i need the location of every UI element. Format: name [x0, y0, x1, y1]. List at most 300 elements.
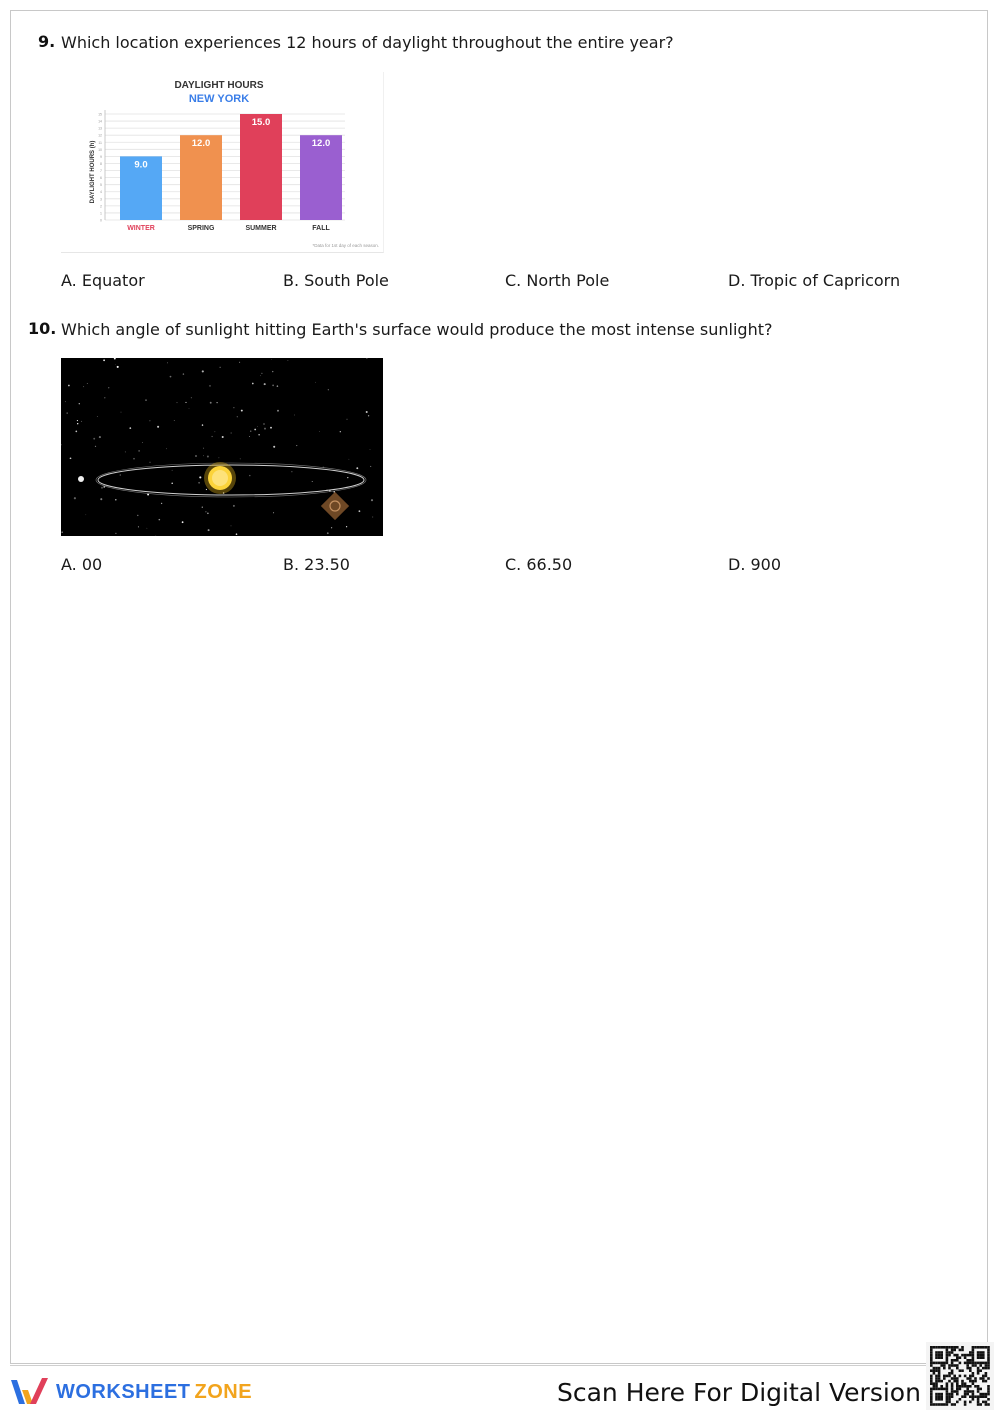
qr-module [951, 1390, 954, 1393]
qr-module [956, 1382, 959, 1385]
qr-module [956, 1377, 959, 1380]
qr-module [972, 1372, 975, 1375]
qr-module [987, 1403, 990, 1406]
qr-module [969, 1385, 972, 1388]
qr-module [961, 1395, 964, 1398]
star-dot [263, 423, 264, 424]
star-dot [372, 517, 373, 518]
qr-module [969, 1359, 972, 1362]
brand-word-zone: ZONE [194, 1380, 253, 1403]
qr-module [987, 1356, 990, 1359]
chart-y-tick-label: 2 [100, 204, 102, 209]
qr-module [977, 1369, 980, 1372]
qr-module [953, 1349, 956, 1352]
qr-module [951, 1385, 954, 1388]
star-dot [198, 482, 200, 484]
qr-module [966, 1354, 969, 1357]
qr-module [979, 1351, 982, 1354]
qr-module [948, 1372, 951, 1375]
star-dot [97, 416, 98, 417]
star-dot [346, 526, 347, 527]
star-dot [220, 367, 221, 368]
qr-module [935, 1385, 938, 1388]
qr-module [979, 1388, 982, 1391]
qr-module [930, 1369, 933, 1372]
star-dot [77, 420, 78, 421]
qr-module [938, 1372, 941, 1375]
qr-module [938, 1377, 941, 1380]
chart-y-tick-label: 3 [100, 197, 102, 202]
star-dot [356, 467, 358, 469]
qr-module [977, 1372, 980, 1375]
qr-module [979, 1364, 982, 1367]
qr-module [974, 1380, 977, 1383]
chart-bars [120, 114, 342, 232]
qr-module [948, 1346, 951, 1349]
qr-module [972, 1393, 975, 1396]
qr-module [987, 1367, 990, 1370]
star-dot [138, 526, 139, 527]
star-dot [366, 358, 367, 359]
star-dot [208, 529, 210, 531]
chart-y-tick-label: 14 [98, 119, 102, 124]
qr-module [951, 1369, 954, 1372]
star-dot [145, 399, 147, 401]
qr-module [940, 1351, 943, 1354]
qr-module [946, 1403, 949, 1406]
star-dot [70, 457, 72, 459]
question-9-option-c[interactable]: C. North Pole [505, 271, 610, 290]
star-dot [85, 514, 86, 515]
footer-divider [10, 1365, 988, 1366]
star-dot [170, 376, 172, 378]
star-dot [296, 445, 297, 446]
qr-module [977, 1398, 980, 1401]
qr-module [956, 1354, 959, 1357]
star-dot [294, 415, 295, 416]
qr-module [935, 1377, 938, 1380]
qr-module [940, 1356, 943, 1359]
star-dot [241, 410, 243, 412]
qr-module [977, 1346, 980, 1349]
star-dot [347, 419, 348, 420]
qr-module [935, 1356, 938, 1359]
qr-module [977, 1367, 980, 1370]
qr-module [946, 1362, 949, 1365]
star-dot [216, 402, 217, 403]
qr-module [935, 1395, 938, 1398]
qr-module [974, 1364, 977, 1367]
qr-module [935, 1367, 938, 1370]
qr-module [953, 1354, 956, 1357]
star-dot [117, 366, 119, 368]
qr-module [938, 1403, 941, 1406]
star-dot [167, 363, 168, 364]
star-dot [189, 408, 190, 409]
qr-module [940, 1354, 943, 1357]
star-dot [172, 470, 173, 471]
qr-module [956, 1401, 959, 1404]
chart-y-tick-label: 11 [98, 140, 102, 145]
star-dot [260, 375, 261, 376]
qr-module [943, 1377, 946, 1380]
star-dot [79, 403, 80, 404]
chart-y-tick-label: 5 [100, 183, 102, 188]
qr-module [946, 1388, 949, 1391]
qr-module [961, 1354, 964, 1357]
qr-module [930, 1359, 933, 1362]
qr-module [985, 1380, 988, 1383]
star-dot [100, 498, 102, 500]
qr-module [940, 1380, 943, 1383]
star-dot [370, 449, 371, 450]
qr-module [969, 1367, 972, 1370]
qr-code-icon [926, 1342, 994, 1410]
qr-module [956, 1359, 959, 1362]
qr-module [974, 1346, 977, 1349]
qr-module [972, 1375, 975, 1378]
qr-module [956, 1346, 959, 1349]
qr-module [935, 1382, 938, 1385]
qr-module [948, 1395, 951, 1398]
star-dot [115, 499, 117, 501]
star-dot [99, 436, 101, 438]
qr-module [953, 1380, 956, 1383]
qr-module [951, 1359, 954, 1362]
qr-module [985, 1375, 988, 1378]
star-dot [270, 427, 272, 429]
qr-module [930, 1395, 933, 1398]
qr-module [982, 1356, 985, 1359]
chart-y-tick-label: 13 [98, 126, 102, 131]
chart-bar-summer [240, 114, 282, 220]
star-dot [191, 397, 192, 398]
qr-module [938, 1369, 941, 1372]
qr-module [987, 1349, 990, 1352]
qr-module [938, 1375, 941, 1378]
qr-module [951, 1351, 954, 1354]
qr-module [964, 1354, 967, 1357]
qr-module [940, 1403, 943, 1406]
qr-module [946, 1385, 949, 1388]
star-dot [288, 360, 289, 361]
qr-module [969, 1369, 972, 1372]
question-10-option-c[interactable]: C. 66.50 [505, 555, 573, 574]
qr-module [959, 1375, 962, 1378]
qr-module [959, 1369, 962, 1372]
qr-module [977, 1388, 980, 1391]
qr-module [933, 1367, 936, 1370]
star-dot [347, 477, 348, 478]
qr-module [948, 1375, 951, 1378]
qr-module [935, 1388, 938, 1391]
star-dot [272, 385, 274, 387]
star-dot [171, 483, 173, 485]
qr-module [946, 1390, 949, 1393]
question-9-option-b[interactable]: B. South Pole [283, 271, 389, 290]
star-dot [239, 362, 240, 363]
star-dot [199, 476, 201, 478]
qr-module [985, 1346, 988, 1349]
qr-module [938, 1393, 941, 1396]
qr-module [930, 1390, 933, 1393]
qr-module [948, 1354, 951, 1357]
qr-module [946, 1349, 949, 1352]
qr-module [982, 1377, 985, 1380]
star-dot [121, 412, 122, 413]
qr-module [933, 1388, 936, 1391]
star-dot [312, 481, 313, 482]
qr-module [959, 1362, 962, 1365]
star-dot [366, 411, 368, 413]
qr-module [946, 1395, 949, 1398]
chart-subtitle: NEW YORK [188, 93, 250, 105]
qr-module [966, 1393, 969, 1396]
qr-module [985, 1367, 988, 1370]
qr-module [951, 1382, 954, 1385]
star-dot [231, 526, 232, 527]
qr-module [951, 1377, 954, 1380]
qr-module [930, 1377, 933, 1380]
star-dot [206, 489, 207, 490]
qr-module [982, 1362, 985, 1365]
qr-module [953, 1359, 956, 1362]
qr-module [972, 1349, 975, 1352]
qr-module [943, 1364, 946, 1367]
qr-module [972, 1359, 975, 1362]
qr-module [972, 1380, 975, 1383]
qr-module [938, 1388, 941, 1391]
star-dot [202, 424, 203, 425]
star-dot [264, 428, 266, 430]
qr-module [951, 1395, 954, 1398]
star-dot [368, 415, 369, 416]
star-dot [115, 533, 116, 534]
qr-module [987, 1351, 990, 1354]
qr-module [977, 1362, 980, 1365]
chart-y-tick-label: 4 [100, 190, 102, 195]
qr-module [951, 1393, 954, 1396]
qr-module [940, 1398, 943, 1401]
star-dot [155, 535, 156, 536]
star-dot [108, 387, 109, 388]
star-dot [215, 431, 216, 432]
star-dot [159, 519, 161, 521]
qr-module [977, 1385, 980, 1388]
qr-module [938, 1380, 941, 1383]
qr-module [951, 1349, 954, 1352]
qr-module [943, 1367, 946, 1370]
qr-module [964, 1362, 967, 1365]
qr-module [935, 1369, 938, 1372]
star-dot [138, 450, 140, 452]
qr-module [946, 1393, 949, 1396]
qr-module [964, 1375, 967, 1378]
star-dot [87, 383, 88, 384]
qr-module [946, 1382, 949, 1385]
qr-module [972, 1356, 975, 1359]
qr-module [930, 1382, 933, 1385]
qr-module [940, 1388, 943, 1391]
qr-module [938, 1351, 941, 1354]
star-dot [101, 487, 103, 489]
sun-core [212, 470, 228, 486]
qr-module [938, 1346, 941, 1349]
qr-module [961, 1382, 964, 1385]
question-9-option-d[interactable]: D. Tropic of Capricorn [728, 271, 901, 290]
qr-module [940, 1395, 943, 1398]
qr-module [951, 1403, 954, 1406]
qr-module [946, 1375, 949, 1378]
star-dot [219, 457, 220, 458]
question-10-text: Which angle of sunlight hitting Earth's surface would produce the most intense sunlight? [61, 320, 773, 339]
star-dot [203, 448, 204, 449]
question-10-option-d[interactable]: D. 900 [728, 555, 782, 574]
star-dot [271, 359, 272, 360]
qr-module [987, 1362, 990, 1365]
chart-value-label: 15.0 [251, 117, 271, 128]
star-dot [203, 455, 204, 456]
qr-module [966, 1362, 969, 1365]
qr-module [935, 1362, 938, 1365]
qr-module [964, 1395, 967, 1398]
question-10-option-b[interactable]: B. 23.50 [283, 555, 350, 574]
qr-module [987, 1364, 990, 1367]
qr-code[interactable] [926, 1342, 994, 1410]
qr-module [979, 1395, 982, 1398]
qr-module [987, 1354, 990, 1357]
star-dot [115, 364, 116, 365]
qr-module [935, 1393, 938, 1396]
chart-category-label: SUMMER [245, 225, 277, 232]
chart-y-tick-label: 6 [100, 176, 102, 181]
star-dot [272, 371, 273, 372]
qr-module [972, 1346, 975, 1349]
star-dot [129, 427, 131, 429]
qr-module [953, 1375, 956, 1378]
qr-module [959, 1349, 962, 1352]
star-dot [233, 505, 235, 507]
star-dot [83, 386, 84, 387]
star-dot [77, 423, 78, 424]
qr-module [979, 1356, 982, 1359]
question-9-text: Which location experiences 12 hours of daylight throughout the entire year? [61, 33, 674, 52]
chart-y-tick-label: 10 [98, 147, 102, 152]
qr-module [972, 1354, 975, 1357]
qr-module [948, 1351, 951, 1354]
qr-module [979, 1362, 982, 1365]
qr-module [933, 1346, 936, 1349]
star-dot [319, 431, 320, 432]
qr-module [953, 1364, 956, 1367]
star-dot [315, 382, 316, 383]
daylight-hours-chart [61, 72, 384, 253]
qr-module [964, 1390, 967, 1393]
qr-module [930, 1393, 933, 1396]
qr-module [977, 1395, 980, 1398]
star-dot [202, 507, 203, 508]
star-dot [331, 527, 332, 528]
qr-module [938, 1356, 941, 1359]
qr-module [964, 1401, 967, 1404]
qr-module [956, 1380, 959, 1383]
star-dot [371, 499, 373, 501]
daylight-chart-svg [61, 72, 383, 252]
question-10-option-a[interactable]: A. 00 [61, 555, 103, 574]
qr-module [956, 1364, 959, 1367]
qr-module [987, 1385, 990, 1388]
qr-module [959, 1356, 962, 1359]
star-dot [120, 475, 121, 476]
star-dot [103, 359, 105, 361]
star-dot [340, 431, 341, 432]
qr-module [946, 1351, 949, 1354]
qr-module [948, 1393, 951, 1396]
qr-module [930, 1354, 933, 1357]
qr-module [935, 1351, 938, 1354]
qr-module [969, 1351, 972, 1354]
question-9-option-a[interactable]: A. Equator [61, 271, 145, 290]
qr-module [943, 1403, 946, 1406]
qr-module [969, 1395, 972, 1398]
star-dot [93, 438, 95, 440]
qr-module [940, 1393, 943, 1396]
qr-module [966, 1367, 969, 1370]
qr-module [966, 1385, 969, 1388]
qr-module [979, 1354, 982, 1357]
qr-module [969, 1390, 972, 1393]
qr-module [964, 1356, 967, 1359]
qr-module [979, 1393, 982, 1396]
qr-module [985, 1401, 988, 1404]
chart-category-label: SPRING [187, 225, 215, 232]
qr-module [987, 1346, 990, 1349]
star-dot [95, 446, 96, 447]
qr-module [930, 1375, 933, 1378]
star-dot [273, 512, 274, 513]
qr-module [948, 1367, 951, 1370]
qr-module [966, 1377, 969, 1380]
qr-module [951, 1388, 954, 1391]
chart-y-tick-label: 8 [100, 161, 102, 166]
star-dot [147, 528, 148, 529]
star-dot [254, 429, 256, 431]
qr-module [930, 1403, 933, 1406]
qr-module [985, 1403, 988, 1406]
qr-module [951, 1372, 954, 1375]
star-dot [81, 421, 82, 422]
qr-module [982, 1351, 985, 1354]
chart-y-tick-label: 0 [100, 218, 102, 223]
qr-module [956, 1388, 959, 1391]
star-dot [237, 416, 238, 417]
qr-module [961, 1369, 964, 1372]
star-dot [147, 494, 149, 496]
star-dot [74, 497, 76, 499]
qr-module [969, 1362, 972, 1365]
qr-module [972, 1364, 975, 1367]
qr-module [930, 1351, 933, 1354]
star-dot [66, 412, 68, 414]
qr-module [930, 1362, 933, 1365]
qr-module [930, 1401, 933, 1404]
qr-module [948, 1401, 951, 1404]
star-dot [273, 446, 275, 448]
worksheetzone-logo-icon [10, 1376, 50, 1408]
qr-module [959, 1388, 962, 1391]
qr-module [935, 1354, 938, 1357]
qr-module [979, 1403, 982, 1406]
